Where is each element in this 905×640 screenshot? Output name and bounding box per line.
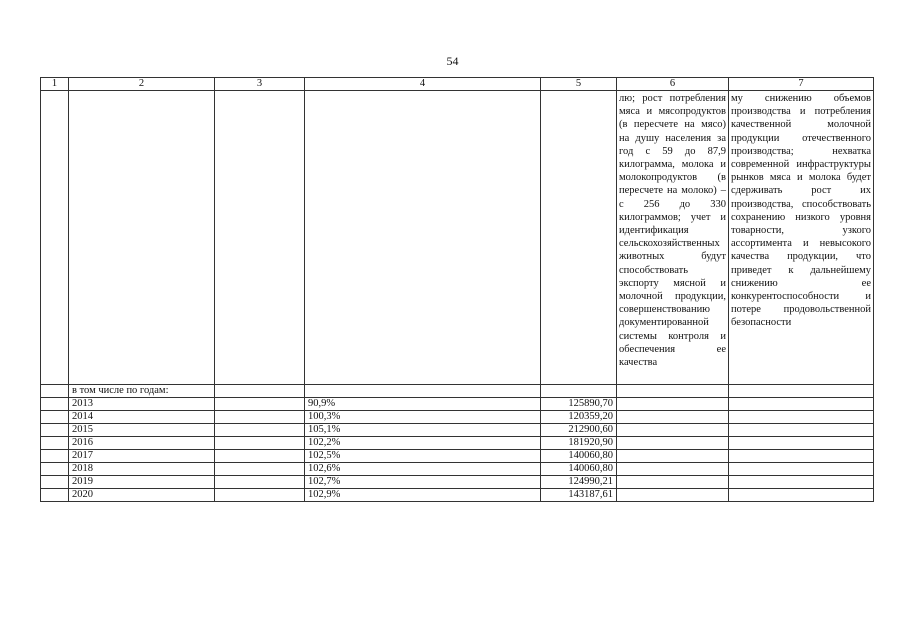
- empty-cell: [729, 385, 874, 398]
- year-cell: 2015: [69, 424, 215, 437]
- table-row: [41, 450, 874, 463]
- column-header-7: 7: [729, 78, 874, 91]
- expected-results-text: лю; рост потребления мяса и мясопродуктов (в пересчете на мясо) на душу населения за год с 59 до 87,9 килограмма, молока и молокопродуктов (в пересчете на молоко) – с 256 до 330 килограммов; учет и идентификация сельскохозяйственных животных будут способствовать экспорту мясной и молочной продукции, совершенствованию документированной системы контроля и обеспечения ее качества: [617, 91, 729, 385]
- percent-cell: 102,2%: [305, 437, 541, 450]
- amount-cell: 143187,61: [541, 489, 617, 502]
- empty-cell: [541, 91, 617, 385]
- empty-cell: [305, 385, 541, 398]
- amount-cell: 140060,80: [541, 463, 617, 476]
- column-header-3: 3: [215, 78, 305, 91]
- description-row: [41, 91, 874, 385]
- empty-cell: [617, 385, 729, 398]
- table-row: [41, 476, 874, 489]
- empty-cell: [215, 91, 305, 385]
- percent-cell: 105,1%: [305, 424, 541, 437]
- year-cell: 2019: [69, 476, 215, 489]
- table-row: [41, 411, 874, 424]
- percent-cell: 102,7%: [305, 476, 541, 489]
- table-row: [41, 489, 874, 502]
- by-years-label-row: [41, 385, 874, 398]
- empty-cell: [69, 91, 215, 385]
- percent-cell: 102,6%: [305, 463, 541, 476]
- empty-cell: [305, 91, 541, 385]
- amount-cell: 125890,70: [541, 398, 617, 411]
- program-table: [40, 77, 874, 502]
- percent-cell: 90,9%: [305, 398, 541, 411]
- empty-cell: [41, 385, 69, 398]
- column-header-6: 6: [617, 78, 729, 91]
- empty-cell: [41, 91, 69, 385]
- amount-cell: 140060,80: [541, 450, 617, 463]
- amount-cell: 124990,21: [541, 476, 617, 489]
- amount-cell: 212900,60: [541, 424, 617, 437]
- percent-cell: 100,3%: [305, 411, 541, 424]
- year-cell: 2020: [69, 489, 215, 502]
- percent-cell: 102,9%: [305, 489, 541, 502]
- risks-text: му снижению объемов производства и потребления качественной молочной продукции отечественного производства; нехватка современной инфраструктуры рынков мяса и молока будет сдерживать рост их производства, способствовать сохранению низкого уровня товарности, узкого ассортимента и невысокого качества продукции, что приведет к дальнейшему снижению ее конкурентоспособности и потере продовольственной безопасности: [729, 91, 874, 385]
- empty-cell: [215, 385, 305, 398]
- table-row: [41, 398, 874, 411]
- empty-cell: [541, 385, 617, 398]
- percent-cell: 102,5%: [305, 450, 541, 463]
- table-row: [41, 424, 874, 437]
- table-row: [41, 437, 874, 450]
- year-cell: 2014: [69, 411, 215, 424]
- table-row: [41, 463, 874, 476]
- amount-cell: 120359,20: [541, 411, 617, 424]
- column-header-4: 4: [305, 78, 541, 91]
- column-header-1: 1: [41, 78, 69, 91]
- column-number-row: [41, 78, 874, 91]
- amount-cell: 181920,90: [541, 437, 617, 450]
- column-header-2: 2: [69, 78, 215, 91]
- year-cell: 2017: [69, 450, 215, 463]
- column-header-5: 5: [541, 78, 617, 91]
- by-years-label: в том числе по годам:: [69, 385, 215, 398]
- page-number: 54: [446, 54, 459, 68]
- year-cell: 2018: [69, 463, 215, 476]
- year-cell: 2013: [69, 398, 215, 411]
- year-cell: 2016: [69, 437, 215, 450]
